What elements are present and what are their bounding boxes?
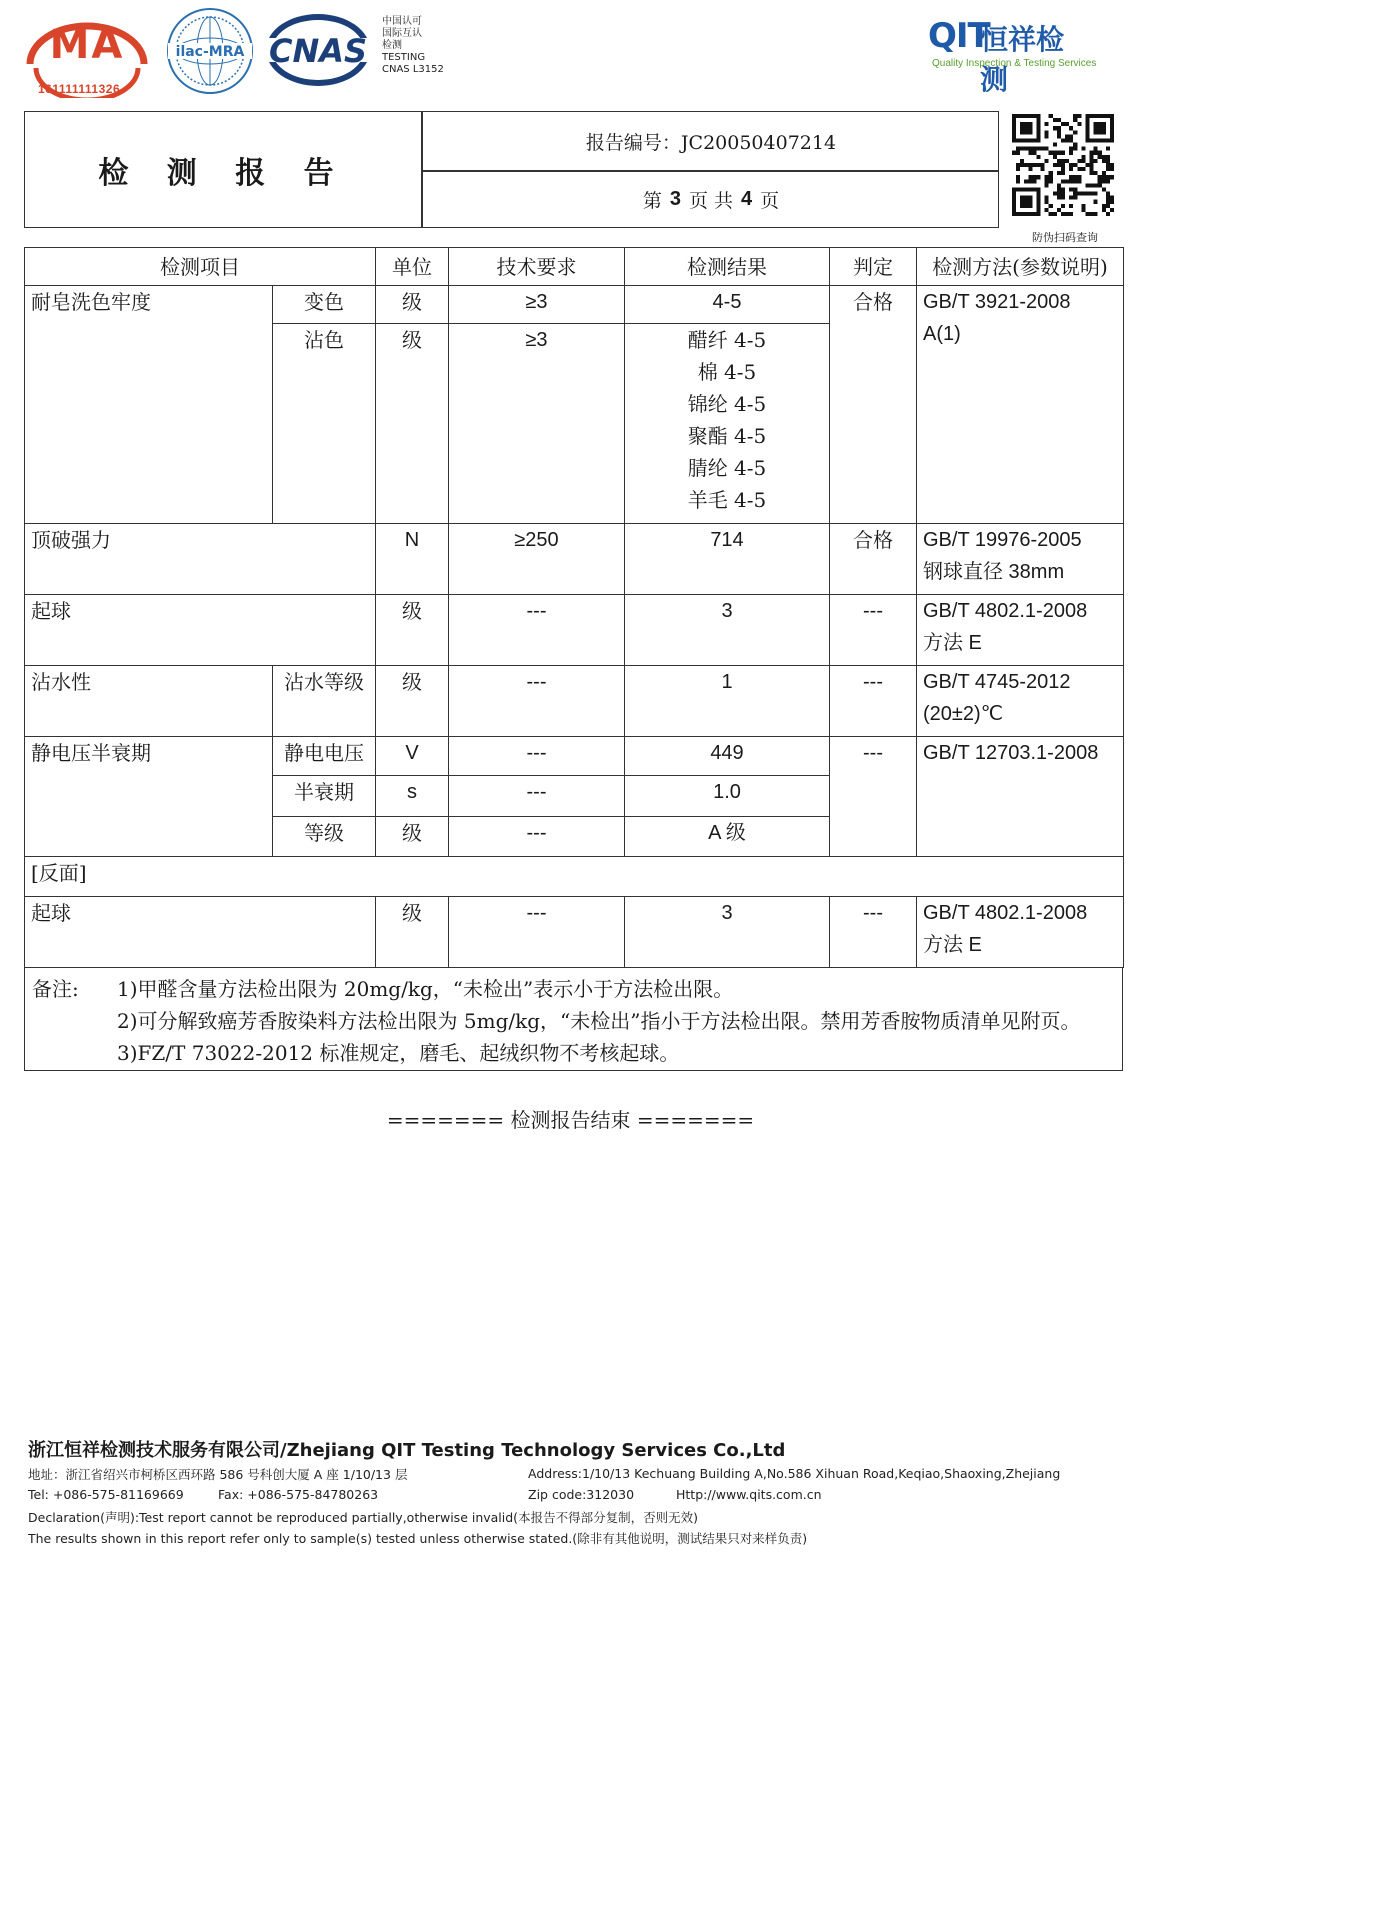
qit-mark: QIT bbox=[928, 16, 990, 56]
cnas-caption-line: 检测 bbox=[382, 40, 402, 51]
unit-cell: 级 bbox=[376, 666, 449, 737]
sub-item: 沾色 bbox=[273, 324, 376, 524]
sub-item: 沾水等级 bbox=[273, 666, 376, 737]
requirement-cell: --- bbox=[449, 776, 625, 817]
result-cell: A 级 bbox=[625, 817, 830, 857]
stain-result: 锦纶 4-5 bbox=[687, 392, 767, 416]
page-current: 3 bbox=[669, 187, 681, 210]
qit-name-cn: 恒祥检测 bbox=[980, 23, 1065, 96]
cnas-caption bbox=[382, 16, 444, 76]
unit-cell: 级 bbox=[376, 286, 449, 324]
footer-company: 浙江恒祥检测技术服务有限公司/Zhejiang QIT Testing Technology Services Co.,Ltd bbox=[28, 1440, 786, 1461]
method-line: A(1) bbox=[923, 323, 961, 345]
unit-cell: N bbox=[376, 524, 449, 595]
result-cell: 714 bbox=[625, 524, 830, 595]
method-cell bbox=[917, 595, 1124, 666]
header-requirement: 技术要求 bbox=[449, 248, 625, 286]
table-row bbox=[25, 524, 1124, 595]
stain-result: 聚酯 4-5 bbox=[687, 424, 767, 448]
cnas-caption-line: 中国认可 bbox=[382, 16, 422, 27]
note-line: 3)FZ/T 73022-2012 标准规定，磨毛、起绒织物不考核起球。 bbox=[117, 1041, 680, 1065]
item-pilling-reverse: 起球 bbox=[25, 897, 376, 968]
item-soap-washing: 耐皂洗色牢度 bbox=[25, 286, 273, 524]
result-cell: 1 bbox=[625, 666, 830, 737]
verdict-cell: --- bbox=[830, 666, 917, 737]
method-line: (20±2)℃ bbox=[923, 703, 1004, 725]
cnas-caption-line: 国际互认 bbox=[382, 28, 422, 39]
requirement-cell: --- bbox=[449, 595, 625, 666]
footer-address-en: Address:1/10/13 Kechuang Building A,No.586 Xihuan Road,Keqiao,Shaoxing,Zhejiang bbox=[528, 1466, 1061, 1481]
sub-item: 半衰期 bbox=[273, 776, 376, 817]
method-line: 钢球直径 38mm bbox=[923, 561, 1065, 583]
result-cell: 449 bbox=[625, 737, 830, 776]
footer-declaration: Declaration(声明):Test report cannot be reproduced partially,otherwise invalid(本报告不得部分复制，否则无效) bbox=[28, 1510, 698, 1525]
unit-cell: V bbox=[376, 737, 449, 776]
method-cell bbox=[917, 286, 1124, 524]
svg-text:CNAS: CNAS bbox=[268, 32, 368, 70]
requirement-cell: ≥250 bbox=[449, 524, 625, 595]
table-row bbox=[25, 286, 1124, 324]
method-line: GB/T 4802.1-2008 bbox=[923, 600, 1088, 622]
ilac-globe-icon bbox=[162, 6, 258, 96]
footer-results-note: The results shown in this report refer only to sample(s) tested unless otherwise stated.(除非有其他说明，测试结果只对来样负责) bbox=[28, 1531, 808, 1546]
result-cell bbox=[625, 324, 830, 524]
unit-cell: 级 bbox=[376, 324, 449, 524]
sub-item: 变色 bbox=[273, 286, 376, 324]
cnas-caption-line: TESTING bbox=[382, 52, 426, 63]
method-cell bbox=[917, 524, 1124, 595]
method-line: 方法 E bbox=[923, 632, 982, 654]
method-cell: GB/T 12703.1-2008 bbox=[917, 737, 1124, 857]
cma-number: 161111111326 bbox=[38, 82, 121, 96]
verdict-cell: 合格 bbox=[830, 286, 917, 524]
requirement-cell: --- bbox=[449, 737, 625, 776]
requirement-cell: --- bbox=[449, 817, 625, 857]
footer-tel: Tel: +086-575-81169669 bbox=[28, 1487, 184, 1502]
page-total: 4 bbox=[741, 187, 753, 210]
item-pilling: 起球 bbox=[25, 595, 376, 666]
footer-website-link[interactable]: Http://www.qits.com.cn bbox=[676, 1487, 822, 1502]
requirement-cell: --- bbox=[449, 897, 625, 968]
stain-result: 羊毛 4-5 bbox=[687, 488, 767, 512]
method-line: 方法 E bbox=[923, 934, 982, 956]
stain-result: 腈纶 4-5 bbox=[687, 456, 767, 480]
svg-text:ilac-MRA: ilac-MRA bbox=[175, 44, 245, 60]
results-table bbox=[24, 247, 1124, 968]
ilac-mra-logo bbox=[162, 6, 258, 96]
cnas-mark-icon bbox=[264, 10, 376, 90]
header-result: 检测结果 bbox=[625, 248, 830, 286]
method-cell bbox=[917, 897, 1124, 968]
note-line: 2)可分解致癌芳香胺染料方法检出限为 5mg/kg，“未检出”指小于方法检出限。禁用芳香胺物质清单见附页。 bbox=[117, 1009, 1081, 1033]
verdict-cell: --- bbox=[830, 737, 917, 857]
verdict-cell: 合格 bbox=[830, 524, 917, 595]
unit-cell: 级 bbox=[376, 595, 449, 666]
footer-address-cn: 地址：浙江省绍兴市柯桥区西环路 586 号科创大厦 A 座 1/10/13 层 bbox=[28, 1467, 408, 1482]
requirement-cell: --- bbox=[449, 666, 625, 737]
unit-cell: s bbox=[376, 776, 449, 817]
page-suffix: 页 bbox=[760, 189, 780, 212]
result-cell: 1.0 bbox=[625, 776, 830, 817]
cnas-caption-line: CNAS L3152 bbox=[382, 64, 444, 75]
table-header-row bbox=[25, 248, 1124, 286]
reverse-side-label: [反面] bbox=[25, 857, 1124, 897]
requirement-cell: ≥3 bbox=[449, 286, 625, 324]
section-row bbox=[25, 857, 1124, 897]
cma-logo bbox=[22, 6, 152, 98]
requirement-cell: ≥3 bbox=[449, 324, 625, 524]
qr-label: 防伪扫码查询 bbox=[1032, 231, 1098, 244]
report-number: 报告编号：JC20050407214 bbox=[585, 131, 837, 154]
unit-cell: 级 bbox=[376, 897, 449, 968]
sub-item: 等级 bbox=[273, 817, 376, 857]
table-row bbox=[25, 897, 1124, 968]
qr-code-icon[interactable] bbox=[1012, 114, 1114, 216]
report-end-marker: ======= 检测报告结束 ======= bbox=[386, 1108, 755, 1132]
stain-result: 棉 4-5 bbox=[697, 360, 757, 384]
page-indicator bbox=[423, 171, 999, 227]
stain-result: 醋纤 4-5 bbox=[687, 328, 767, 352]
header-verdict: 判定 bbox=[830, 248, 917, 286]
result-cell: 4-5 bbox=[625, 286, 830, 324]
table-row bbox=[25, 666, 1124, 737]
qit-tagline: Quality Inspection & Testing Services bbox=[932, 58, 1097, 69]
footer-zip: Zip code:312030 bbox=[528, 1487, 635, 1502]
method-line: GB/T 4745-2012 bbox=[923, 671, 1071, 693]
method-line: GB/T 3921-2008 bbox=[923, 291, 1071, 313]
header-item: 检测项目 bbox=[25, 248, 376, 286]
page-prefix: 第 bbox=[642, 189, 662, 212]
header-method: 检测方法(参数说明) bbox=[917, 248, 1124, 286]
sub-item: 静电电压 bbox=[273, 737, 376, 776]
method-line: GB/T 19976-2005 bbox=[923, 529, 1082, 551]
footer-fax: Fax: +086-575-84780263 bbox=[218, 1487, 379, 1502]
result-cell: 3 bbox=[625, 897, 830, 968]
note-line: 1)甲醛含量方法检出限为 20mg/kg，“未检出”表示小于方法检出限。 bbox=[117, 977, 734, 1001]
item-bursting: 顶破强力 bbox=[25, 524, 376, 595]
header-unit: 单位 bbox=[376, 248, 449, 286]
table-row bbox=[25, 737, 1124, 776]
item-static: 静电压半衰期 bbox=[25, 737, 273, 857]
result-cell: 3 bbox=[625, 595, 830, 666]
method-line: GB/T 4802.1-2008 bbox=[923, 902, 1088, 924]
cnas-logo bbox=[264, 10, 454, 90]
table-row bbox=[25, 595, 1124, 666]
verdict-cell: --- bbox=[830, 897, 917, 968]
method-cell bbox=[917, 666, 1124, 737]
svg-text:MA: MA bbox=[49, 22, 125, 68]
report-title: 检 测 报 告 bbox=[98, 155, 348, 191]
item-wetting: 沾水性 bbox=[25, 666, 273, 737]
qit-logo bbox=[926, 6, 1097, 96]
page-middle: 页 共 bbox=[688, 189, 734, 212]
verdict-cell: --- bbox=[830, 595, 917, 666]
unit-cell: 级 bbox=[376, 817, 449, 857]
notes-label: 备注: bbox=[32, 977, 79, 1001]
